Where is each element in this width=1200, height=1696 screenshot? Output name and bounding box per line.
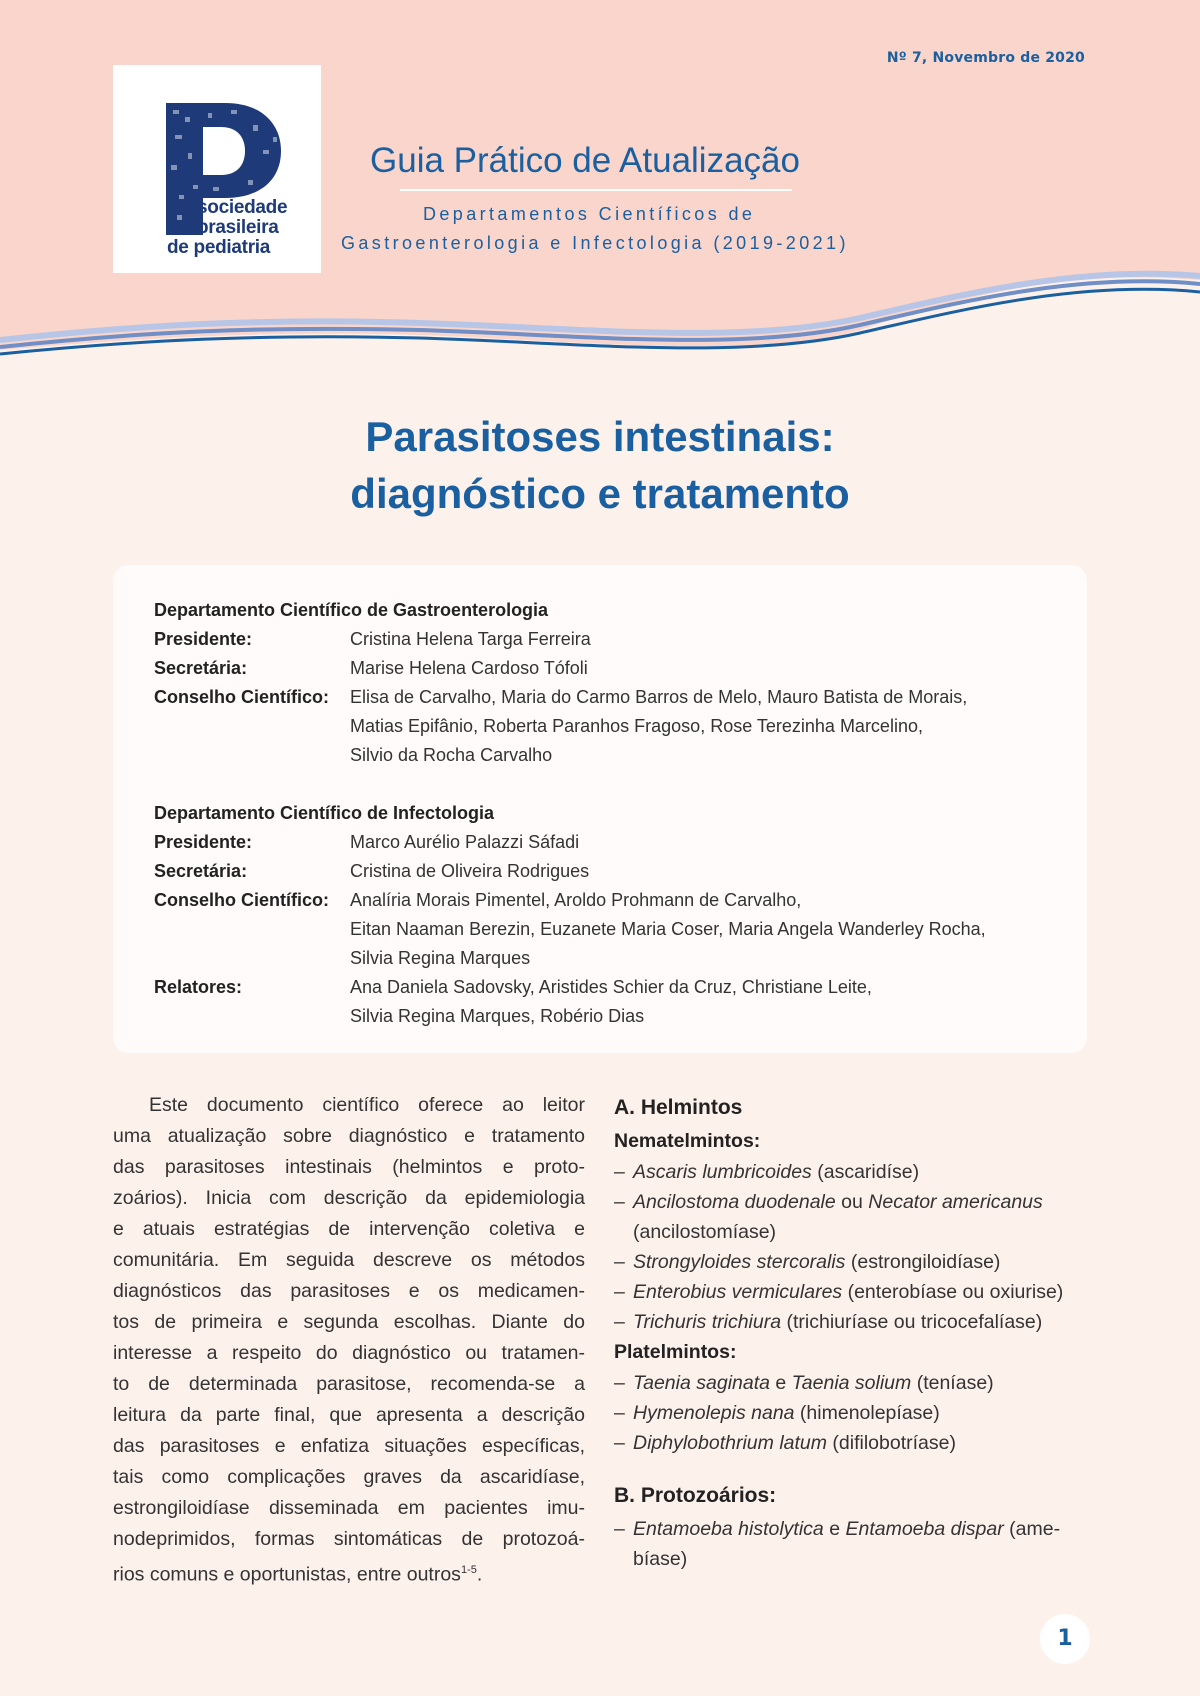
intro-line: das parasitoses e enfatiza situações específicas, — [113, 1435, 585, 1457]
species-name: Hymenolepis nana — [633, 1402, 795, 1424]
logo-line-1: sociedade — [197, 197, 288, 218]
credit-line: Silvio da Rocha Carvalho — [350, 745, 553, 765]
credit-label: Secretária: — [154, 658, 248, 678]
species-name: Enterobius vermiculares — [633, 1281, 843, 1303]
disease-name: (difilobotríase) — [827, 1432, 956, 1454]
intro-line: to de determinada parasitose, recomenda-se a — [113, 1373, 585, 1395]
page-title-line-1: Parasitoses intestinais: — [365, 413, 835, 460]
species-name: Entamoeba dispar — [845, 1518, 1004, 1540]
credit-value — [350, 857, 589, 886]
dash: – — [614, 1402, 625, 1424]
infecto-credits — [154, 799, 1054, 1031]
dash: – — [614, 1281, 625, 1303]
credit-label: Presidente: — [154, 832, 253, 852]
species-name: Strongyloides stercoralis — [633, 1251, 846, 1273]
credit-value — [350, 886, 986, 973]
credit-label: Relatores: — [154, 977, 243, 997]
credit-label: Secretária: — [154, 861, 248, 881]
dash: – — [614, 1432, 625, 1454]
list-item — [614, 1398, 1089, 1428]
page-number: 1 — [1040, 1614, 1090, 1664]
protozoarios-title: B. Protozoários: — [614, 1484, 777, 1507]
dash: – — [614, 1518, 625, 1540]
credit-row — [154, 625, 1054, 654]
species-name: Entamoeba histolytica — [633, 1518, 824, 1540]
platelmintos-title: Platelmintos: — [614, 1341, 737, 1363]
credit-line: Analíria Morais Pimentel, Aroldo Prohmann de Carvalho, — [350, 890, 802, 910]
list-item — [614, 1514, 1089, 1574]
credit-line: Ana Daniela Sadovsky, Aristides Schier da Cruz, Christiane Leite, — [350, 977, 872, 997]
sbp-logo-text — [167, 197, 288, 258]
nematelmintos-title: Nematelmintos: — [614, 1130, 761, 1152]
credit-row — [154, 828, 1054, 857]
credit-row — [154, 886, 1054, 973]
dash: – — [614, 1372, 625, 1394]
credit-line: Marise Helena Cardoso Tófoli — [350, 658, 588, 678]
issue-date: Nº 7, Novembro de 2020 — [886, 50, 1085, 66]
species-name: Necator americanus — [868, 1191, 1043, 1213]
intro-line: uma atualização sobre diagnóstico e tratamento — [113, 1125, 585, 1147]
disease-name: (estrongiloidíase) — [845, 1251, 1001, 1273]
departments-line-2: Gastroenterologia e Infectologia (2019-2021) — [341, 233, 849, 253]
intro-line: Este documento científico oferece ao leitor — [149, 1094, 585, 1116]
page-title-line-2: diagnóstico e tratamento — [350, 470, 850, 517]
credit-row — [154, 683, 1054, 770]
species-name: Ancilostoma duodenale — [633, 1191, 836, 1213]
species-name: Diphylobothrium latum — [633, 1432, 828, 1454]
guide-title: Guia Prático de Atualização — [370, 141, 800, 180]
intro-text: rios comuns e oportunistas, entre outros — [113, 1563, 461, 1586]
helmintos-title: A. Helmintos — [614, 1096, 743, 1119]
credit-line: Eitan Naaman Berezin, Euzanete Maria Coser, Maria Angela Wanderley Rocha, — [350, 919, 986, 939]
guide-title-divider — [400, 189, 792, 191]
dash: – — [614, 1311, 625, 1333]
intro-line: diagnósticos das parasitoses e os medicamen- — [113, 1280, 585, 1302]
credit-row — [154, 654, 1054, 683]
disease-name: (ame-bíase) — [633, 1518, 1061, 1570]
species-name: Taenia solium — [791, 1372, 912, 1394]
intro-line: estrongiloidíase disseminada em pacientes imu- — [113, 1497, 585, 1519]
intro-line: nodeprimidos, formas sintomáticas de protozoá- — [113, 1528, 585, 1550]
gastro-heading: Departamento Científico de Gastroenterologia — [154, 600, 549, 620]
credit-line: Silvia Regina Marques — [350, 948, 531, 968]
credit-label: Presidente: — [154, 629, 253, 649]
credit-row — [154, 857, 1054, 886]
logo-line-3: de pediatria — [167, 237, 271, 258]
intro-line: e atuais estratégias de intervenção coletiva e — [113, 1218, 585, 1240]
list-item — [614, 1157, 1089, 1187]
credit-line: Matias Epifânio, Roberta Paranhos Fragoso, Rose Terezinha Marcelino, — [350, 716, 923, 736]
intro-line: tais como complicações graves da ascaridíase, — [113, 1466, 585, 1488]
list-item — [614, 1247, 1089, 1277]
connector: ou — [835, 1191, 869, 1213]
parasite-list — [614, 1090, 1089, 1574]
credit-line: Elisa de Carvalho, Maria do Carmo Barros de Melo, Mauro Batista de Morais, — [350, 687, 968, 707]
credit-value — [350, 683, 967, 770]
page-title — [0, 408, 1200, 522]
intro-line: tos de primeira e segunda escolhas. Diante do — [113, 1311, 585, 1333]
credit-value — [350, 973, 872, 1031]
species-name: Taenia saginata — [633, 1372, 770, 1394]
credit-value — [350, 828, 579, 857]
disease-name: (ascaridíse) — [811, 1161, 920, 1183]
dash: – — [614, 1161, 625, 1183]
species-name: Ascaris lumbricoides — [633, 1161, 812, 1183]
intro-period: . — [476, 1563, 483, 1586]
dash: – — [614, 1191, 625, 1213]
intro-paragraph — [113, 1090, 585, 1586]
credit-value — [350, 625, 591, 654]
species-name: Trichuris trichiura — [633, 1311, 782, 1333]
citation-superscript: 1-5 — [460, 1564, 477, 1576]
logo-line-2: brasileira — [197, 217, 279, 238]
intro-line: das parasitoses intestinais (helmintos e proto- — [113, 1156, 585, 1178]
credit-value — [350, 654, 588, 683]
disease-name: (ancilostomíase) — [633, 1221, 777, 1243]
list-item — [614, 1428, 1089, 1458]
credit-line: Cristina de Oliveira Rodrigues — [350, 861, 590, 881]
credit-line: Silvia Regina Marques, Robério Dias — [350, 1006, 645, 1026]
disease-name: (enterobíase ou oxiurise) — [842, 1281, 1064, 1303]
gastro-credits — [154, 596, 1054, 770]
intro-line: comunitária. Em seguida descreve os métodos — [113, 1249, 585, 1271]
intro-line: leitura da parte final, que apresenta a descrição — [113, 1404, 585, 1426]
departments-line-1: Departamentos Científicos de — [423, 204, 756, 224]
credit-row — [154, 973, 1054, 1031]
credit-line: Marco Aurélio Palazzi Sáfadi — [350, 832, 580, 852]
intro-line: interesse a respeito do diagnóstico ou tratamen- — [113, 1342, 585, 1364]
list-item — [614, 1187, 1089, 1247]
credit-label: Conselho Científico: — [154, 890, 329, 910]
credit-line: Cristina Helena Targa Ferreira — [350, 629, 591, 649]
list-item — [614, 1307, 1089, 1337]
sbp-logo — [113, 65, 321, 273]
credit-label: Conselho Científico: — [154, 687, 329, 707]
disease-name: (trichiuríase ou tricocefalíase) — [781, 1311, 1043, 1333]
disease-name: (teníase) — [911, 1372, 994, 1394]
disease-name: (himenolepíase) — [794, 1402, 940, 1424]
dash: – — [614, 1251, 625, 1273]
connector: e — [823, 1518, 846, 1540]
intro-line — [113, 1555, 585, 1586]
credits-box — [113, 565, 1087, 1053]
intro-line: zoários). Inicia com descrição da epidemiologia — [113, 1187, 585, 1209]
list-item — [614, 1368, 1089, 1398]
infecto-heading: Departamento Científico de Infectologia — [154, 803, 495, 823]
section-gap — [614, 1458, 1089, 1478]
list-item — [614, 1277, 1089, 1307]
connector: e — [769, 1372, 792, 1394]
